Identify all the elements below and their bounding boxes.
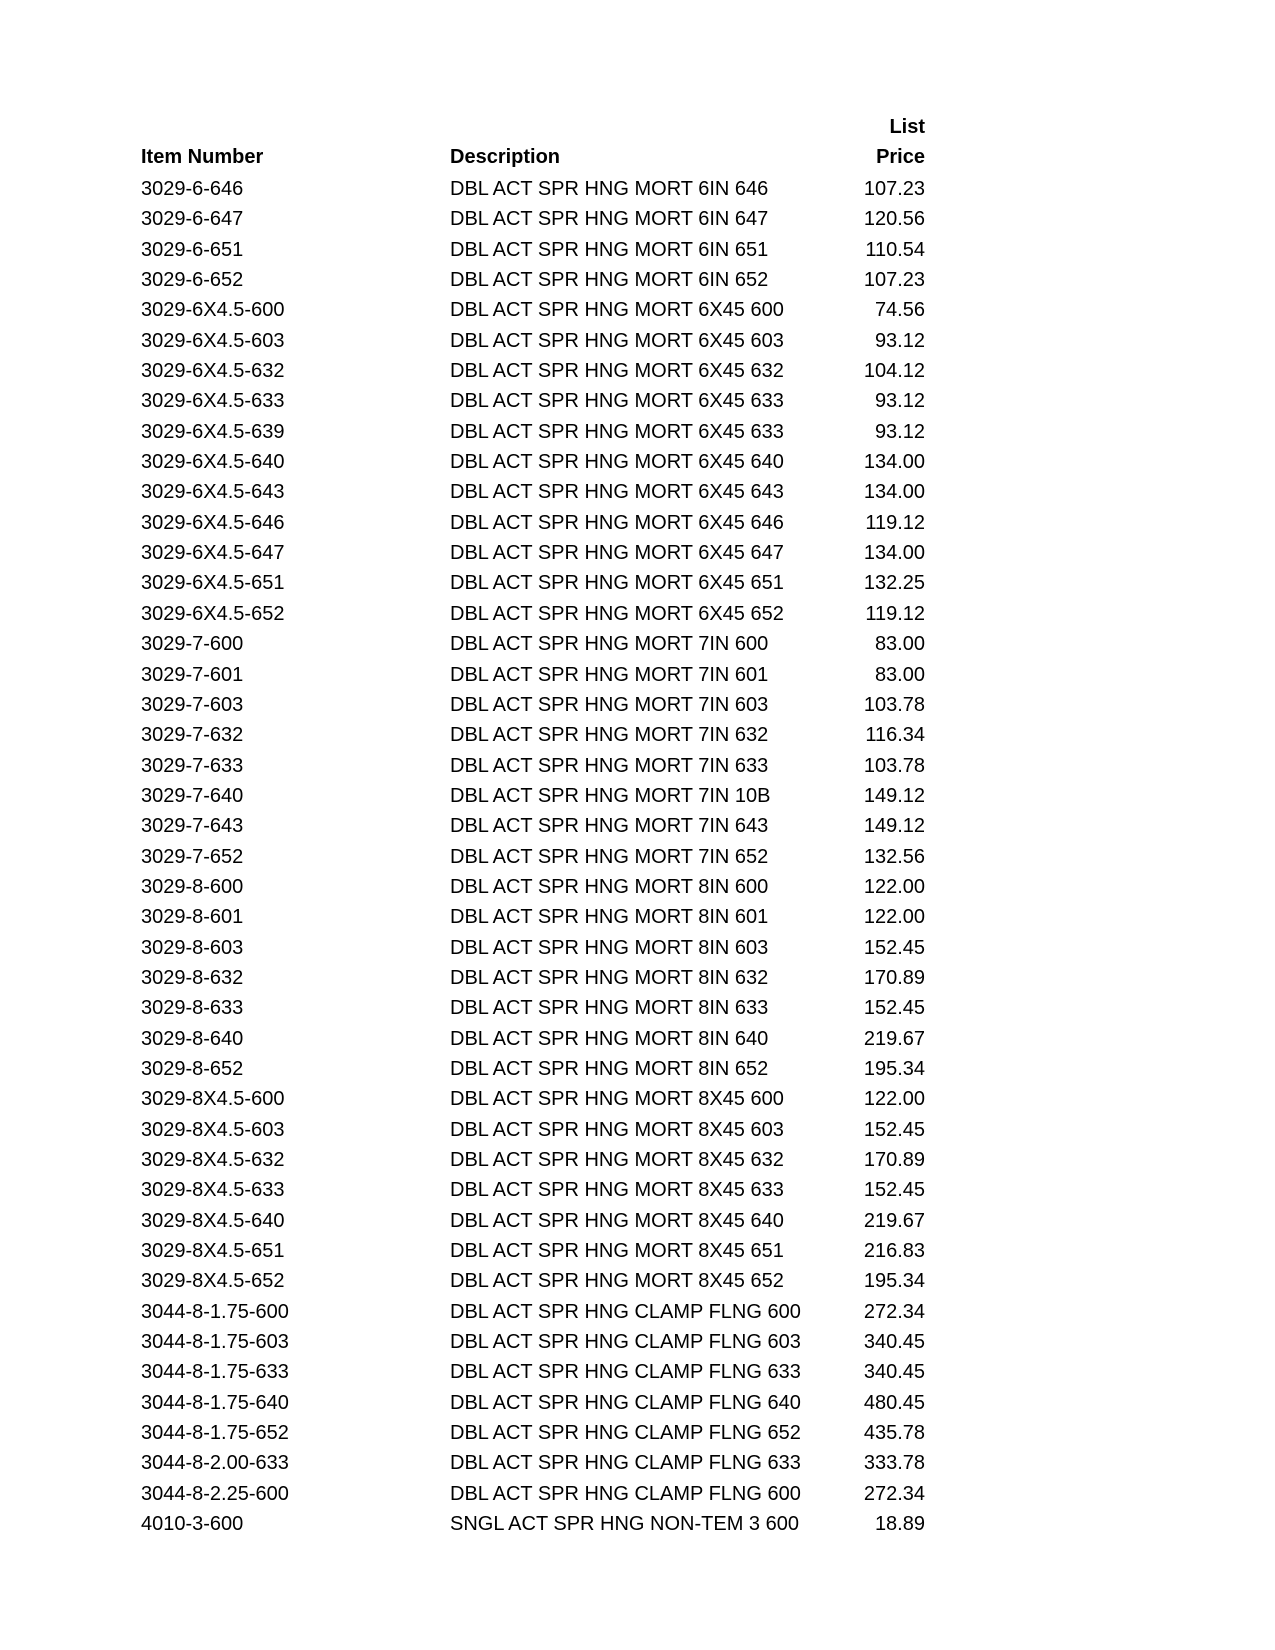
list-price-cell: 134.00 <box>863 451 925 474</box>
item-number-cell: 3029-8X4.5-600 <box>141 1088 285 1111</box>
table-row <box>0 265 1275 295</box>
list-price-cell: 107.23 <box>863 269 925 292</box>
item-number-cell: 3029-7-640 <box>141 784 244 807</box>
item-number-cell: 3029-8X4.5-633 <box>141 1179 285 1202</box>
list-price-cell: 116.34 <box>865 724 925 747</box>
table-row <box>0 1084 1275 1114</box>
description-cell: DBL ACT SPR HNG MORT 6IN 646 <box>450 178 769 200</box>
description-cell: DBL ACT SPR HNG MORT 6X45 652 <box>450 602 784 625</box>
item-number-cell: 3029-8X4.5-603 <box>141 1118 285 1141</box>
table-row <box>0 447 1275 477</box>
table-row <box>0 781 1275 811</box>
list-price-cell: 152.45 <box>863 997 925 1020</box>
list-price-cell: 152.45 <box>863 936 925 959</box>
item-number-cell: 3029-7-643 <box>141 815 244 838</box>
item-number-cell: 3029-7-603 <box>141 693 244 716</box>
list-price-cell: 170.89 <box>863 1149 925 1171</box>
item-number-cell: 3029-6X4.5-600 <box>141 299 285 322</box>
list-price-cell: 170.89 <box>863 966 925 989</box>
description-cell: DBL ACT SPR HNG MORT 7IN 601 <box>450 663 769 686</box>
description-cell: DBL ACT SPR HNG CLAMP FLNG 633 <box>450 1361 801 1384</box>
table-row <box>0 599 1275 629</box>
item-number-cell: 3029-8-603 <box>141 936 244 959</box>
item-number-cell: 3029-6X4.5-646 <box>141 511 285 534</box>
table-row <box>0 386 1275 416</box>
list-price-cell: 93.12 <box>874 329 925 352</box>
description-cell: DBL ACT SPR HNG MORT 8X45 632 <box>450 1149 784 1171</box>
table-row <box>0 1357 1275 1387</box>
item-number-cell: 3029-6X4.5-647 <box>141 542 285 565</box>
item-number-cell: 3044-8-1.75-600 <box>141 1300 289 1323</box>
item-number-cell: 3029-6-647 <box>141 208 244 231</box>
table-row <box>0 417 1275 447</box>
table-row <box>0 690 1275 720</box>
list-price-cell: 149.12 <box>863 815 925 838</box>
description-cell: DBL ACT SPR HNG CLAMP FLNG 600 <box>450 1300 801 1323</box>
list-price-cell: 83.00 <box>874 633 925 656</box>
description-cell: DBL ACT SPR HNG MORT 6X45 632 <box>450 360 784 383</box>
table-row <box>0 842 1275 872</box>
description-cell: DBL ACT SPR HNG MORT 6IN 647 <box>450 208 769 231</box>
description-cell: DBL ACT SPR HNG MORT 6X45 651 <box>450 572 784 595</box>
list-price-cell: 107.23 <box>863 178 925 200</box>
item-number-cell: 4010-3-600 <box>141 1513 244 1536</box>
description-cell: DBL ACT SPR HNG MORT 6X45 633 <box>450 420 784 443</box>
item-number-cell: 3029-8X4.5-651 <box>141 1240 285 1263</box>
item-number-cell: 3029-6-652 <box>141 269 244 292</box>
table-row <box>0 993 1275 1023</box>
list-price-cell: 83.00 <box>874 663 925 686</box>
table-row <box>0 720 1275 750</box>
description-cell: DBL ACT SPR HNG MORT 8IN 632 <box>450 966 769 989</box>
list-price-cell: 120.56 <box>863 208 925 231</box>
list-price-cell: 132.25 <box>863 572 925 595</box>
description-cell: DBL ACT SPR HNG MORT 6X45 647 <box>450 542 784 565</box>
item-number-cell: 3029-6X4.5-632 <box>141 360 285 383</box>
item-number-cell: 3029-8X4.5-632 <box>141 1149 285 1171</box>
list-price-header-line2: Price <box>876 146 925 168</box>
item-number-cell: 3029-7-632 <box>141 724 244 747</box>
item-number-cell: 3029-8-633 <box>141 997 244 1020</box>
item-number-cell: 3029-8-632 <box>141 966 244 989</box>
list-price-cell: 119.12 <box>865 511 925 534</box>
list-price-cell: 110.54 <box>865 238 925 261</box>
item-number-cell: 3029-8X4.5-652 <box>141 1270 285 1293</box>
list-price-cell: 435.78 <box>863 1422 925 1445</box>
item-number-header: Item Number <box>141 146 264 168</box>
description-cell: DBL ACT SPR HNG MORT 6X45 603 <box>450 329 784 352</box>
list-price-cell: 340.45 <box>863 1331 925 1354</box>
description-cell: DBL ACT SPR HNG CLAMP FLNG 652 <box>450 1422 801 1445</box>
description-cell: DBL ACT SPR HNG MORT 8IN 601 <box>450 906 769 929</box>
table-row <box>0 1327 1275 1357</box>
description-cell: DBL ACT SPR HNG MORT 6X45 600 <box>450 299 784 322</box>
list-price-cell: 152.45 <box>863 1118 925 1141</box>
list-price-cell: 74.56 <box>874 299 925 322</box>
list-price-cell: 119.12 <box>865 602 925 625</box>
table-row <box>0 204 1275 234</box>
item-number-cell: 3029-6X4.5-603 <box>141 329 285 352</box>
description-cell: DBL ACT SPR HNG MORT 6IN 652 <box>450 269 769 292</box>
table-row <box>0 1479 1275 1509</box>
description-cell: DBL ACT SPR HNG MORT 6X45 640 <box>450 451 784 474</box>
description-cell: DBL ACT SPR HNG MORT 7IN 600 <box>450 633 769 656</box>
item-number-cell: 3029-8-640 <box>141 1027 244 1050</box>
description-cell: DBL ACT SPR HNG MORT 6IN 651 <box>450 238 769 261</box>
list-price-cell: 104.12 <box>863 360 925 383</box>
list-price-cell: 122.00 <box>863 906 925 929</box>
list-price-cell: 132.56 <box>863 845 925 868</box>
description-cell: DBL ACT SPR HNG MORT 8IN 633 <box>450 997 769 1020</box>
table-row <box>0 477 1275 507</box>
list-price-cell: 340.45 <box>863 1361 925 1384</box>
table-row <box>0 1054 1275 1084</box>
table-row <box>0 1115 1275 1145</box>
item-number-cell: 3029-6-646 <box>141 178 244 200</box>
table-row <box>0 1297 1275 1327</box>
description-cell: DBL ACT SPR HNG MORT 7IN 652 <box>450 845 769 868</box>
list-price-cell: 480.45 <box>863 1391 925 1414</box>
item-number-cell: 3029-7-633 <box>141 754 244 777</box>
description-cell: DBL ACT SPR HNG MORT 8IN 640 <box>450 1027 769 1050</box>
table-row <box>0 1175 1275 1205</box>
item-number-cell: 3044-8-2.25-600 <box>141 1482 289 1505</box>
list-price-cell: 272.34 <box>863 1300 925 1323</box>
item-number-cell: 3029-6X4.5-639 <box>141 420 285 443</box>
description-cell: DBL ACT SPR HNG MORT 7IN 603 <box>450 693 769 716</box>
description-cell: DBL ACT SPR HNG MORT 6X45 633 <box>450 390 784 413</box>
item-number-cell: 3044-8-1.75-603 <box>141 1331 289 1354</box>
description-cell: DBL ACT SPR HNG MORT 8X45 600 <box>450 1088 784 1111</box>
table-row <box>0 1418 1275 1448</box>
table-row <box>0 295 1275 325</box>
list-price-cell: 93.12 <box>874 390 925 413</box>
list-price-cell: 103.78 <box>863 754 925 777</box>
description-cell: DBL ACT SPR HNG MORT 8X45 651 <box>450 1240 784 1263</box>
list-price-cell: 216.83 <box>863 1240 925 1263</box>
list-price-cell: 152.45 <box>863 1179 925 1202</box>
description-cell: DBL ACT SPR HNG MORT 8IN 603 <box>450 936 769 959</box>
table-row <box>0 811 1275 841</box>
list-price-cell: 93.12 <box>874 420 925 443</box>
description-cell: SNGL ACT SPR HNG NON-TEM 3 600 <box>450 1513 799 1536</box>
table-row <box>0 356 1275 386</box>
list-price-cell: 134.00 <box>863 481 925 504</box>
table-body <box>0 174 1275 1539</box>
item-number-cell: 3029-8-601 <box>141 906 244 929</box>
table-row <box>0 508 1275 538</box>
list-price-cell: 122.00 <box>863 875 925 898</box>
item-number-cell: 3029-6X4.5-652 <box>141 602 285 625</box>
table-row <box>0 568 1275 598</box>
item-number-cell: 3029-6-651 <box>141 238 244 261</box>
item-number-cell: 3044-8-1.75-640 <box>141 1391 289 1414</box>
list-price-cell: 103.78 <box>863 693 925 716</box>
description-cell: DBL ACT SPR HNG MORT 6X45 643 <box>450 481 784 504</box>
description-cell: DBL ACT SPR HNG CLAMP FLNG 600 <box>450 1482 801 1505</box>
description-cell: DBL ACT SPR HNG MORT 8X45 652 <box>450 1270 784 1293</box>
list-price-cell: 122.00 <box>863 1088 925 1111</box>
description-cell: DBL ACT SPR HNG MORT 8X45 633 <box>450 1179 784 1202</box>
table-row <box>0 1145 1275 1175</box>
item-number-cell: 3029-6X4.5-643 <box>141 481 285 504</box>
list-price-cell: 219.67 <box>863 1209 925 1232</box>
item-number-cell: 3029-8-652 <box>141 1057 244 1080</box>
list-price-cell: 18.89 <box>874 1513 925 1536</box>
description-cell: DBL ACT SPR HNG MORT 6X45 646 <box>450 511 784 534</box>
description-cell: DBL ACT SPR HNG MORT 8X45 603 <box>450 1118 784 1141</box>
table-header <box>0 112 1275 172</box>
table-row <box>0 1266 1275 1296</box>
table-row <box>0 1388 1275 1418</box>
list-price-cell: 195.34 <box>863 1057 925 1080</box>
item-number-cell: 3029-8X4.5-640 <box>141 1209 285 1232</box>
table-row <box>0 1024 1275 1054</box>
description-cell: DBL ACT SPR HNG MORT 7IN 10B <box>450 784 771 807</box>
item-number-cell: 3044-8-1.75-652 <box>141 1422 289 1445</box>
description-cell: DBL ACT SPR HNG CLAMP FLNG 633 <box>450 1452 801 1475</box>
table-row <box>0 1509 1275 1539</box>
list-price-cell: 134.00 <box>863 542 925 565</box>
item-number-cell: 3044-8-2.00-633 <box>141 1452 289 1475</box>
item-number-cell: 3044-8-1.75-633 <box>141 1361 289 1384</box>
table-row <box>0 235 1275 265</box>
table-row <box>0 1206 1275 1236</box>
table-row <box>0 751 1275 781</box>
description-cell: DBL ACT SPR HNG CLAMP FLNG 640 <box>450 1391 801 1414</box>
list-price-cell: 149.12 <box>863 784 925 807</box>
list-price-cell: 272.34 <box>863 1482 925 1505</box>
table-row <box>0 933 1275 963</box>
item-number-cell: 3029-6X4.5-651 <box>141 572 285 595</box>
description-cell: DBL ACT SPR HNG MORT 8IN 652 <box>450 1057 769 1080</box>
list-price-header-line1: List <box>889 116 925 138</box>
list-price-cell: 333.78 <box>863 1452 925 1475</box>
description-cell: DBL ACT SPR HNG MORT 8IN 600 <box>450 875 769 898</box>
description-header: Description <box>450 146 561 168</box>
item-number-cell: 3029-7-600 <box>141 633 244 656</box>
item-number-cell: 3029-8-600 <box>141 875 244 898</box>
description-cell: DBL ACT SPR HNG MORT 7IN 633 <box>450 754 769 777</box>
table-row <box>0 629 1275 659</box>
item-number-cell: 3029-6X4.5-640 <box>141 451 285 474</box>
item-number-cell: 3029-6X4.5-633 <box>141 390 285 413</box>
table-row <box>0 326 1275 356</box>
table-row <box>0 660 1275 690</box>
table-row <box>0 538 1275 568</box>
description-cell: DBL ACT SPR HNG MORT 7IN 632 <box>450 724 769 747</box>
list-price-cell: 219.67 <box>863 1027 925 1050</box>
table-row <box>0 963 1275 993</box>
table-row <box>0 174 1275 204</box>
description-cell: DBL ACT SPR HNG MORT 7IN 643 <box>450 815 769 838</box>
description-cell: DBL ACT SPR HNG MORT 8X45 640 <box>450 1209 784 1232</box>
list-price-cell: 195.34 <box>863 1270 925 1293</box>
table-row <box>0 1236 1275 1266</box>
description-cell: DBL ACT SPR HNG CLAMP FLNG 603 <box>450 1331 801 1354</box>
table-row <box>0 1448 1275 1478</box>
table-row <box>0 872 1275 902</box>
table-row <box>0 902 1275 932</box>
item-number-cell: 3029-7-652 <box>141 845 244 868</box>
item-number-cell: 3029-7-601 <box>141 663 244 686</box>
